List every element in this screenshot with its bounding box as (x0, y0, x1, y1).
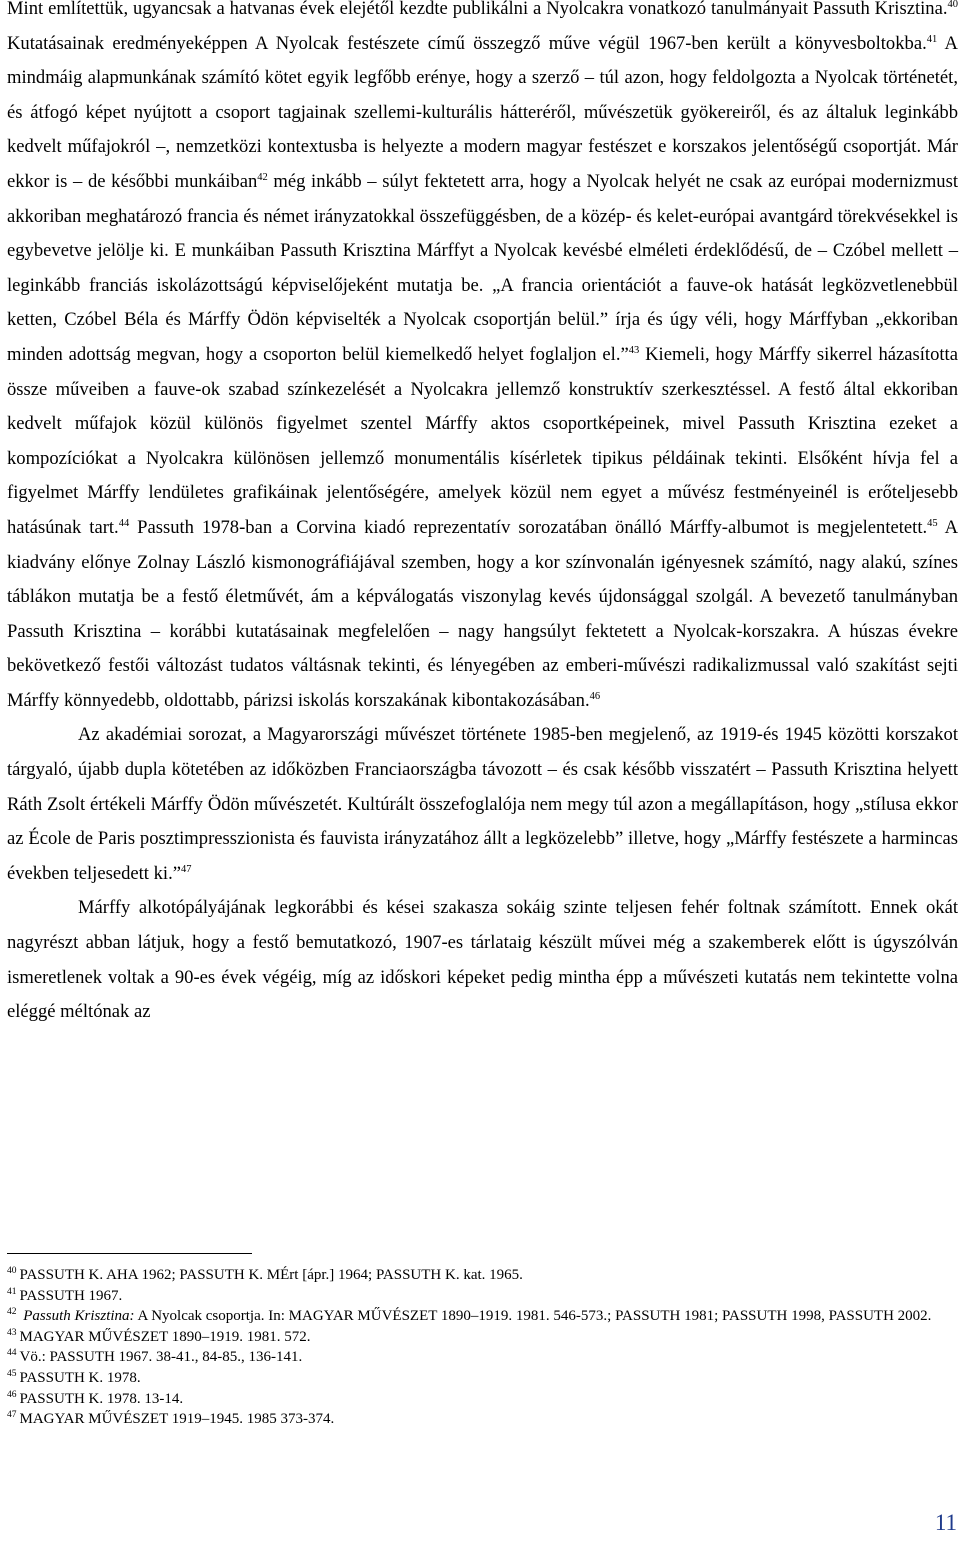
footnote-text: PASSUTH 1967. (19, 1287, 123, 1304)
footnote-separator (7, 1253, 252, 1254)
footnote-41 (7, 1286, 958, 1307)
footnote-42 (7, 1306, 958, 1327)
footnote-45 (7, 1368, 958, 1389)
footnote-text: Vö.: PASSUTH 1967. 38-41., 84-85., 136-141. (19, 1349, 303, 1366)
footnote-46 (7, 1389, 958, 1410)
text-run: még inkább – súlyt fektetett arra, hogy a Nyolcak helyét ne csak az európai modernizmust akkoriban meghatározó francia és német irányzatokkal összefüggésben, de a közép- és kelet-európai avantgárd törekvésekkel is egybevetve jelölje ki. E munkáiban Passuth Krisztina Márffyt a Nyolcak kevésbé elméleti érdeklődésű, de – Czóbel mellett – leginkább franciás iskolázottságú képviselőjeként mutatja be. „A francia orientációt a fauve-ok hatását legközvetlenebbül ketten, Czóbel Béla és Márffy Ödön képviselték a Nyolcak csoportján belül.” írja és úgy véli, hogy Márffyban „ekkoriban minden adottság megvan, hogy a csoporton belül kiemelkedő helyet foglaljon el.” (7, 170, 959, 365)
footnote-text: PASSUTH K. 1978. (19, 1369, 141, 1386)
text-run: Márffy alkotópályájának legkorábbi és kései szakasza sokáig szinte teljesen fehér foltnak számított. Ennek okát nagyrészt abban látjuk, hogy a festő bemutatkozó, 1907-es tárlataig készült művei még a szakemberek előtt is úgyszólván ismeretlenek voltak a 90-es évek végéig, míg az időskori képeket pedig mintha épp a művészeti kutatás nem tekintette volna eléggé méltónak az (7, 897, 958, 1023)
text-run: A kiadvány előnye Zolnay László kismonográfiájával szemben, hogy a kor színvonalán igényesnek számító, nagy alakú, színes táblákon mutatja be a festő életművét, ám a képválogatás viszonylag kevés újdonsággal szolgál. A bevezető tanulmányban Passuth Krisztina – korábbi kutatásainak megfelelően – nagy hangsúlyt fektetett a Nyolcak-korszakra. A húszas évekre bekövetkező festői változást tudatos váltásnak tekinti, és lényegében az emberi-művészi radikalizmussal való szakítást sejti Márffy könnyedebb, oldottabb, párizsi iskolás korszakának kibontakozásában. (7, 516, 958, 711)
footnote-ref-41[interactable]: 41 (926, 33, 938, 45)
footnote-text: MAGYAR MŰVÉSZET 1919–1945. 1985 373-374. (19, 1411, 335, 1428)
footnote-ref-45[interactable]: 45 (927, 517, 938, 529)
footnote-text: PASSUTH K. AHA 1962; PASSUTH K. MÉrt [ápr.] 1964; PASSUTH K. kat. 1965. (19, 1267, 523, 1283)
footnote-43 (7, 1327, 958, 1348)
text-run: Passuth 1978-ban a Corvina kiadó reprezentatív sorozatában önálló Márffy-albumot is megjelentetett. (129, 516, 928, 538)
footnote-number: 40 (7, 1266, 17, 1276)
footnote-number: 42 (7, 1307, 17, 1318)
footnote-number: 46 (7, 1389, 17, 1400)
page-number: 11 (934, 1510, 957, 1535)
paragraph-3 (7, 891, 958, 1029)
footnote-text: A Nyolcak csoportja. In: MAGYAR MŰVÉSZET 1890–1919. 1981. 546-573.; PASSUTH 1981; PASSUTH 1998, PASSUTH 2002. (134, 1308, 932, 1325)
footnote-number: 43 (7, 1327, 17, 1338)
footnote-number: 44 (7, 1348, 17, 1359)
footnote-40 (7, 1265, 958, 1286)
text-run: Az akadémiai sorozat, a Magyarországi művészet története 1985-ben megjelenő, az 1919-és 1945 közötti korszakot tárgyaló, újabb dupla kötetében az időközben Franciaországba távozott – és csak később visszatért – Passuth Krisztina helyett Ráth Zsolt értékeli Márffy Ödön művészetét. Kultúrált összefoglalója nem megy túl azon a megállapításon, hogy „stílusa ekkor az École de Paris posztimpresszionista és fauvista irányzatához állt a legközelebb” illetve, hogy „Márffy festészete a harmincas években teljesedett ki.” (7, 724, 958, 884)
footnote-ref-43[interactable]: 43 (628, 344, 640, 356)
footnote-author: Passuth Krisztina: (23, 1308, 135, 1325)
text-run: Kiemeli, hogy Márffy sikerrel házasította össze műveiben a fauve-ok szabad színkezelését a Nyolcakra jellemző konstruktív szerkesztéssel. A festő által ekkoriban kedvelt műfajok közül különös figyelmet szentel Márffy aktos csoportképeinek, mivel Passuth Krisztina ezeket a kompozíciókat a Nyolcakra különösen jellemző monumentális kísérletek tipikus példáinak tekinti. Elsőként hívja fel a figyelmet Márffy lendületes grafikáinak jelentőségére, amelyek közül nem egyet a művész festményeinél is erőteljesebb hatásúnak tart. (7, 343, 958, 538)
text-run: Kutatásainak eredményeképpen A Nyolcak festészete című összegző műve végül 1967-ben került a könyvesboltokba. (7, 32, 927, 54)
footnote-text: PASSUTH K. 1978. 13-14. (19, 1390, 184, 1407)
footnote-ref-47[interactable]: 47 (180, 863, 192, 875)
footnote-number: 41 (7, 1286, 17, 1297)
footnote-47 (7, 1409, 958, 1430)
footnote-number: 47 (7, 1410, 17, 1421)
footnote-44 (7, 1347, 958, 1368)
text-run: A mindmáig alapmunkának számító kötet egyik legfőbb erénye, hogy a szerző – túl azon, hogy feldolgozta a Nyolcak történetét, és átfogó képet nyújtott a csoport tagjainak szellemi-kulturális hátteréről, művészetük gyökereiről, és az általuk leginkább kedvelt műfajokról –, nemzetközi kontextusba is helyezte a modern magyar festészet e korszakos jelentőségű csoportját. Már ekkor is – de későbbi munkáiban (7, 32, 958, 192)
footnote-text: MAGYAR MŰVÉSZET 1890–1919. 1981. 572. (19, 1328, 311, 1345)
text-run: Mint említettük, ugyancsak a hatvanas évek elejétől kezdte publikálni a Nyolcakra vonatkozó tanulmányait Passuth Krisztina. (7, 0, 948, 19)
paragraph-2 (7, 718, 958, 891)
footnotes (7, 1265, 958, 1430)
footnote-number: 45 (7, 1368, 17, 1379)
footnote-ref-46[interactable]: 46 (589, 690, 601, 702)
page-body (7, 0, 958, 1030)
footnote-ref-40[interactable]: 40 (947, 0, 958, 10)
footnote-ref-44[interactable]: 44 (118, 517, 130, 529)
footnote-ref-42[interactable]: 42 (257, 171, 268, 183)
paragraph-1 (7, 0, 958, 718)
